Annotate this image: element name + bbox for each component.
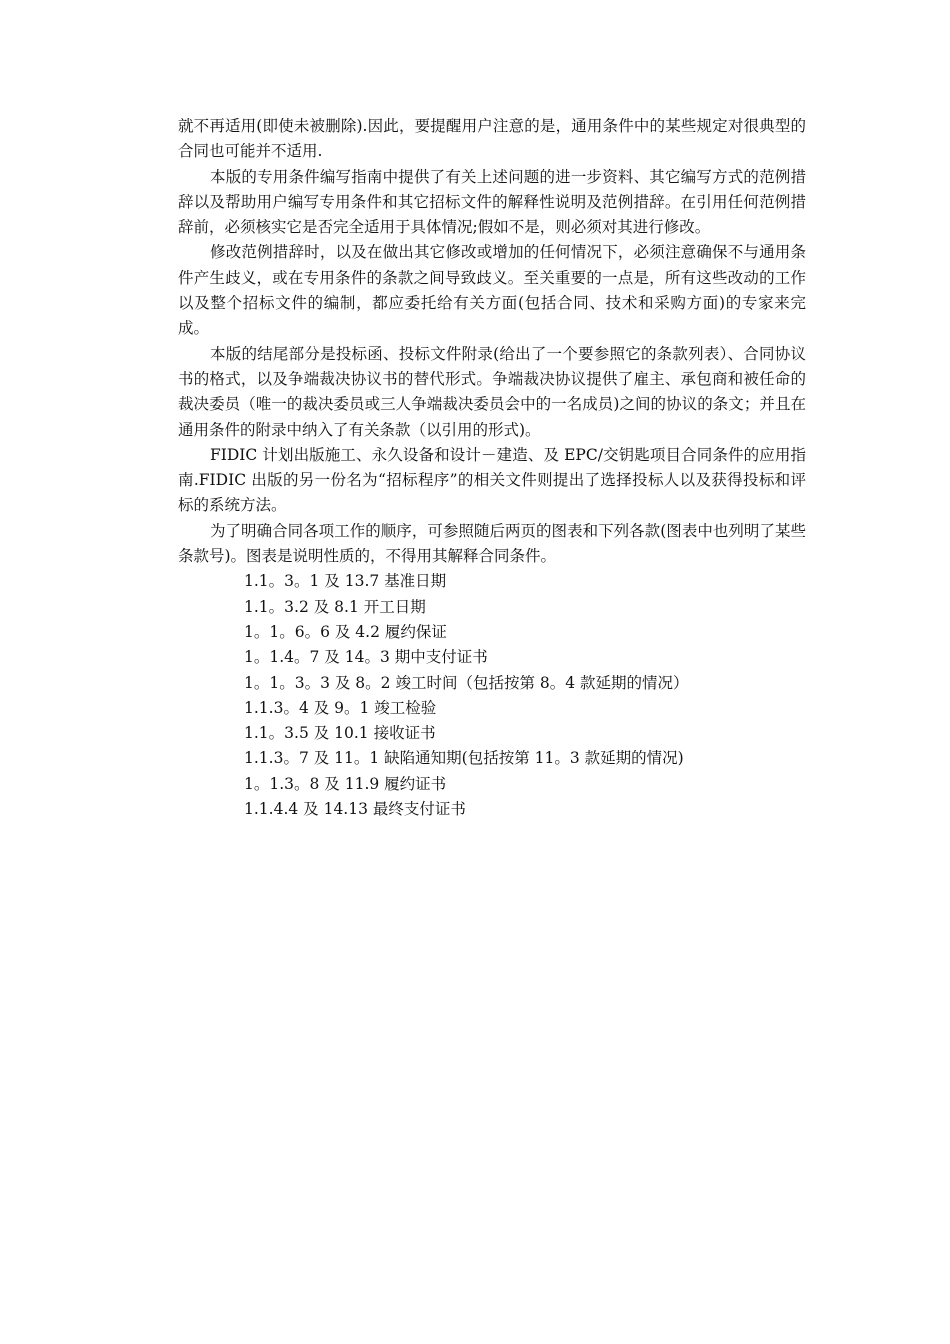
list-item: 1.1。3.2 及 8.1 开工日期 [244,597,426,616]
list-item: 1.1。3。1 及 13.7 基准日期 [244,572,447,591]
list-item: 1.1.4.4 及 14.13 最终支付证书 [244,800,466,819]
document-page [178,114,806,822]
list-item: 1。1。3。3 及 8。2 竣工时间（包括按第 8。4 款延期的情况） [244,673,689,692]
list-item: 1.1。3.5 及 10.1 接收证书 [244,724,436,743]
paragraph-sequence-intro: 为了明确合同各项工作的顺序，可参照随后两页的图表和下列各款(图表中也列明了某些条款号)。图表是说明性质的，不得用其解释合同条件。 [178,521,806,566]
list-item: 1。1.4。7 及 14。3 期中支付证书 [244,648,488,667]
paragraph-ending-sections: 本版的结尾部分是投标函、投标文件附录(给出了一个要参照它的条款列表）、合同协议书的格式，以及争端裁决协议书的替代形式。争端裁决协议提供了雇主、承包商和被任命的裁决委员（唯一的裁决委员或三人争端裁决委员会中的一名成员)之间的协议的条文；并且在通用条件的附录中纳入了有关条款（以引用的形式)。 [178,344,806,439]
paragraph-modifying-wording: 修改范例措辞时，以及在做出其它修改或增加的任何情况下，必须注意确保不与通用条件产生歧义，或在专用条件的条款之间导致歧义。至关重要的一点是，所有这些改动的工作以及整个招标文件的编制，都应委托给有关方面(包括合同、技术和采购方面)的专家来完成。 [178,243,806,338]
clause-list [178,569,806,822]
paragraph-special-conditions-guide: 本版的专用条件编写指南中提供了有关上述问题的进一步资料、其它编写方式的范例措辞以及帮助用户编写专用条件和其它招标文件的解释性说明及范例措辞。在引用任何范例措辞前，必须核实它是否完全适用于具体情况;假如不是，则必须对其进行修改。 [178,167,806,237]
list-item: 1。1。6。6 及 4.2 履约保证 [244,622,447,641]
list-item: 1.1.3。7 及 11。1 缺陷通知期(包括按第 11。3 款延期的情况) [244,749,684,768]
list-item: 1。1.3。8 及 11.9 履约证书 [244,774,447,793]
list-item: 1.1.3。4 及 9。1 竣工检验 [244,698,437,717]
paragraph-continuation: 就不再适用(即使未被删除).因此，要提醒用户注意的是，通用条件中的某些规定对很典型的合同也可能并不适用. [178,117,806,161]
paragraph-fidic-guides: FIDIC 计划出版施工、永久设备和设计－建造、及 EPC/交钥匙项目合同条件的应用指南.FIDIC 出版的另一份名为“招标程序”的相关文件则提出了选择投标人以及获得投标和评标的系统方法。 [178,445,806,515]
